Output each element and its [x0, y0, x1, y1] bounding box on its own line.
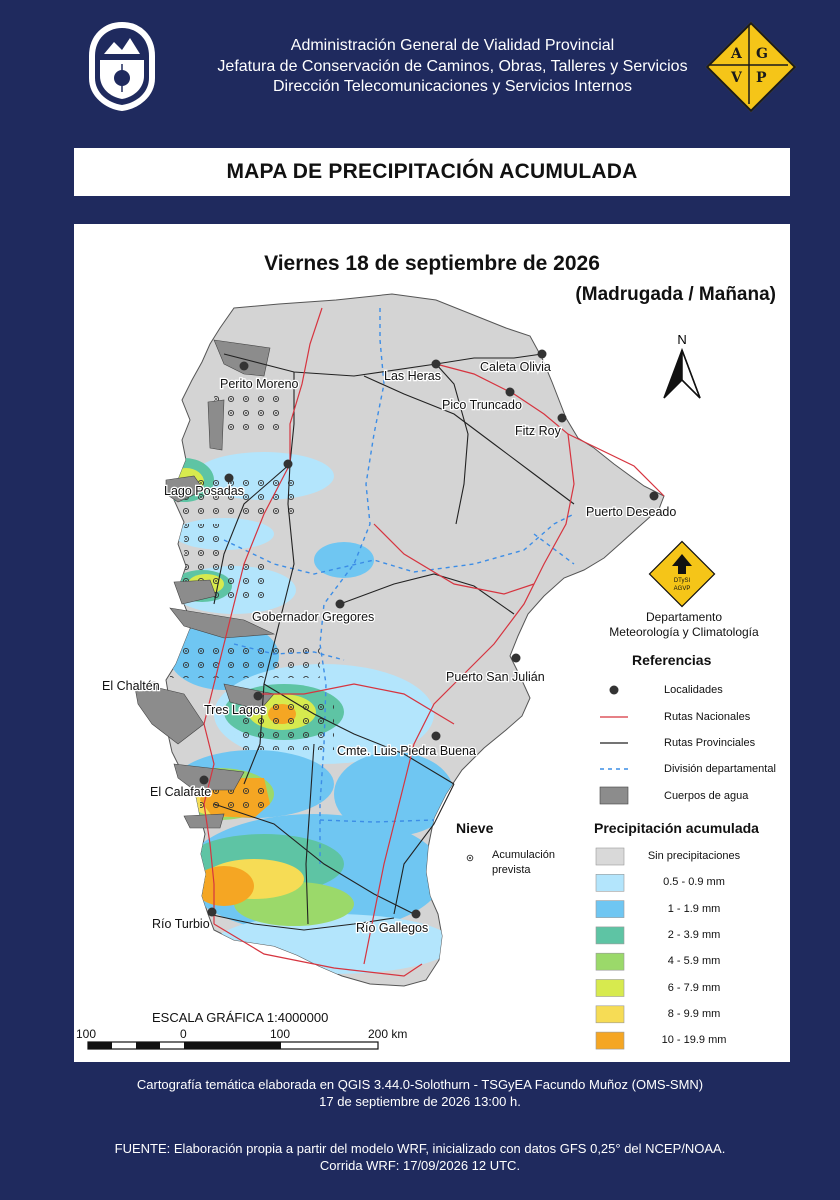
map-period: (Madrugada / Mañana)	[575, 284, 776, 305]
locality-el-calafate	[200, 776, 209, 785]
label-gobernador-gregores: Gobernador Gregores	[252, 610, 375, 624]
references-title: Referencias	[632, 652, 712, 668]
label-lago-posadas: Lago Posadas	[164, 484, 244, 498]
locality-gobernador-gregores	[336, 600, 345, 609]
department-name	[594, 610, 774, 640]
precip-legend-label: 6 - 7.9 mm	[667, 981, 721, 994]
map-frame	[74, 224, 790, 1062]
snow-legend-title: Nieve	[456, 820, 494, 836]
precip-swatch	[596, 1032, 624, 1049]
precip-legend-title: Precipitación acumulada	[594, 820, 759, 836]
map-title-box	[74, 148, 790, 196]
legend-national-routes: Rutas Nacionales	[664, 711, 751, 723]
precip-swatch	[596, 953, 624, 970]
scale-label-100-left: 100	[76, 1027, 97, 1041]
legend-locality-symbol	[610, 686, 619, 695]
precip-legend-label: 10 - 19.9 mm	[661, 1034, 727, 1047]
precip-legend-label: Sin precipitaciones	[647, 850, 741, 862]
logo-letter-v: V	[731, 70, 742, 86]
locality-rio-turbio	[208, 908, 217, 917]
north-label: N	[677, 332, 687, 347]
label-cmte-luis-piedra-buena: Cmte. Luis Piedra Buena	[337, 744, 476, 758]
locality-cmte-luis-piedra-buena	[432, 732, 441, 741]
precip-swatch	[596, 848, 624, 865]
agvp-logo	[706, 22, 792, 108]
precip-legend-label: 4 - 5.9 mm	[667, 955, 721, 968]
scale-title: ESCALA GRÁFICA 1:4000000	[152, 1010, 329, 1025]
locality-caleta-olivia	[538, 350, 547, 359]
locality-las-heras	[432, 360, 441, 369]
legend-water-bodies: Cuerpos de agua	[664, 790, 749, 802]
scale-label-200: 200 km	[368, 1027, 408, 1041]
legend-provincial-routes: Rutas Provinciales	[664, 737, 756, 749]
dtysi-logo-text-2: AGVP	[673, 586, 691, 592]
label-las-heras: Las Heras	[384, 369, 441, 383]
snow-legend-item-line-1: Acumulación	[492, 849, 555, 861]
locality-puerto-deseado	[650, 492, 659, 501]
precip-swatch	[596, 980, 624, 997]
map-title: MAPA DE PRECIPITACIÓN ACUMULADA	[226, 160, 638, 183]
snow-legend-item-line-2: prevista	[492, 864, 531, 876]
scale-label-0: 0	[180, 1027, 187, 1041]
precip-swatch	[596, 927, 624, 944]
department-name-line-1: Departamento	[645, 610, 723, 624]
footer-line-2: 17 de septiembre de 2026 13:00 h.	[319, 1094, 521, 1109]
precip-swatch	[596, 901, 624, 918]
locality-extra	[284, 460, 293, 469]
province-shield-logo	[84, 20, 160, 112]
precip-legend-swatches	[596, 848, 624, 1049]
locality-fitz-roy	[558, 414, 567, 423]
locality-pico-truncado	[506, 388, 515, 397]
precip-swatch	[596, 874, 624, 891]
footer-line-3: FUENTE: Elaboración propia a partir del modelo WRF, inicializado con datos GFS 0,25° del NCEP/NOAA.	[114, 1141, 726, 1156]
label-rio-turbio: Río Turbio	[152, 917, 210, 931]
label-el-chalten: El Chaltén	[102, 679, 160, 693]
locality-rio-gallegos	[412, 910, 421, 919]
header-line-1: Administración General de Vialidad Provincial	[290, 37, 615, 54]
label-pico-truncado: Pico Truncado	[442, 398, 522, 412]
label-el-calafate: El Calafate	[150, 785, 212, 799]
scale-label-100-right: 100	[270, 1027, 291, 1041]
label-puerto-san-julian: Puerto San Julián	[446, 670, 545, 684]
footer-credits	[0, 1076, 840, 1110]
label-caleta-olivia: Caleta Olivia	[480, 360, 551, 374]
precip-legend-label: 2 - 3.9 mm	[667, 928, 721, 941]
locality-tres-lagos	[254, 692, 263, 701]
precip-legend-label: 0.5 - 0.9 mm	[663, 876, 725, 889]
legend-water-symbol	[600, 787, 628, 804]
label-rio-gallegos: Río Gallegos	[356, 921, 429, 935]
footer-source	[0, 1140, 840, 1174]
label-puerto-deseado: Puerto Deseado	[586, 505, 677, 519]
logo-letter-g: G	[756, 46, 768, 62]
logo-letter-p: P	[756, 70, 767, 86]
label-tres-lagos: Tres Lagos	[204, 703, 267, 717]
department-name-line-2: Meteorología y Climatología	[609, 625, 759, 639]
locality-lago-posadas	[225, 474, 234, 483]
label-perito-moreno: Perito Moreno	[220, 377, 299, 391]
locality-perito-moreno	[240, 362, 249, 371]
snow-legend-item	[492, 848, 555, 878]
legend-localities: Localidades	[664, 684, 723, 696]
north-arrow-icon	[664, 332, 700, 398]
snow-legend-symbol	[467, 855, 473, 861]
logo-letter-a: A	[731, 46, 742, 62]
header-line-2: Jefatura de Conservación de Caminos, Obras, Talleres y Servicios	[217, 57, 688, 75]
dtysi-logo-text-1: DTySI	[673, 578, 691, 584]
legend-dept-division: División departamental	[664, 763, 776, 775]
label-fitz-roy: Fitz Roy	[515, 424, 561, 438]
references-symbols	[600, 686, 628, 805]
locality-puerto-san-julian	[512, 654, 521, 663]
footer-line-4: Corrida WRF: 17/09/2026 12 UTC.	[319, 1158, 521, 1173]
header-text	[160, 36, 745, 98]
scale-bar	[88, 1042, 378, 1049]
precip-legend-label: 1 - 1.9 mm	[667, 902, 721, 915]
map-date: Viernes 18 de septiembre de 2026	[264, 252, 600, 275]
precip-legend-label: 8 - 9.9 mm	[667, 1007, 721, 1020]
dtysi-logo	[649, 541, 714, 606]
header-line-3: Dirección Telecomunicaciones y Servicios Internos	[273, 78, 632, 95]
footer-line-1: Cartografía temática elaborada en QGIS 3.44.0-Solothurn - TSGyEA Facundo Muñoz (OMS-SMN)	[136, 1077, 704, 1092]
precip-swatch	[596, 1006, 624, 1023]
